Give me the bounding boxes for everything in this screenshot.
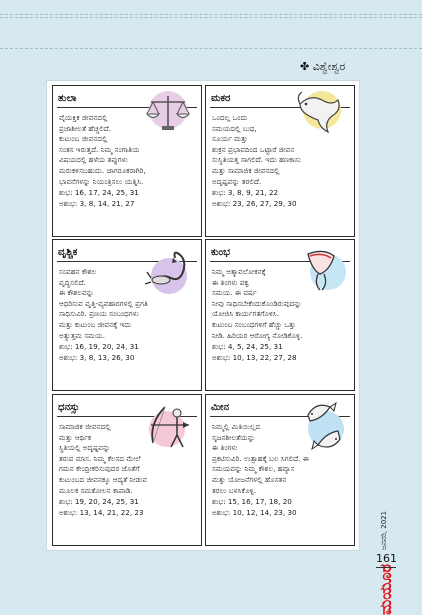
horoscope-grid	[46, 80, 360, 551]
text-line: ಮತ್ತು ಯೋಜನೆಗಳಲ್ಲಿ ಹೊಸತನ	[212, 474, 287, 484]
lucky-dates: ಶುಭ: 15, 16, 17, 18, 20	[212, 497, 292, 507]
sign-name: ಕುಂಭ	[211, 247, 230, 258]
page-number-rule	[376, 567, 396, 568]
text-line: ಸ್ಥಿತಿಯಲ್ಲಿ ಅದೃಷ್ಟವನ್ನು	[59, 443, 111, 453]
text-line: ವಿಷಯದಲ್ಲಿ ಹಳೆಯ ತಪ್ಪುಗಳು	[59, 155, 128, 165]
text-line: ನಿಮ್ಮ ಆತ್ಮಾವಲೋಕನಕ್ಕೆ	[212, 267, 266, 276]
text-line: ಯೋಜಿಸಿ ಕಾರ್ಯಗತಗೊಳಿಸಿ.	[212, 309, 280, 319]
text-line: ಅದೃಷ್ಟವನ್ನು ತರಲಿದೆ.	[212, 176, 262, 186]
text-line: ಸಮಯ. ಈ ವರ್ಷ	[212, 288, 257, 298]
card-text	[212, 422, 344, 518]
page-number: 161	[376, 552, 397, 565]
text-line: ಸೃಜನಶೀಲತೆಯನ್ನು	[212, 432, 255, 442]
card-text	[212, 113, 344, 209]
text-line: ಮತ್ತು ಆರ್ಥಿಕ	[59, 432, 92, 442]
sign-name: ಮಕರ	[211, 93, 231, 104]
text-line: ಸಮಯದಲ್ಲಿ ಬುಧ,	[212, 123, 257, 133]
text-line: ಮರುಕಳಿಸಬಹುದು. ಜಾಗರೂಕರಾಗಿರಿ,	[59, 165, 146, 175]
text-line: ತರುವ ಮಾಸ. ನಿಮ್ಮ ಕೆಲಸದ ಮೇಲೆ	[59, 453, 141, 463]
header-dashed-rule	[0, 48, 422, 49]
lucky-dates: ಶುಭ: 3, 8, 9, 21, 22	[212, 188, 279, 198]
unlucky-dates: ಅಶುಭ: 23, 26, 27, 29, 30	[212, 198, 297, 208]
sign-name: ಮೀನ	[211, 402, 229, 413]
text-line: ಶುಕ್ರನ ಪ್ರಭಾವದಿಂದ ಒಟ್ಟಾರೆ ಜೀವನ	[212, 144, 295, 154]
text-line: ಸಂತಸ ಇರುತ್ತದೆ. ನಿಮ್ಮ ಸಂಗಾತಿಯ	[59, 144, 140, 154]
unlucky-dates: ಅಶುಭ: 10, 13, 22, 27, 28	[212, 352, 297, 362]
text-line: ಸುಸ್ಥಿತಿಯತ್ತ ಸಾಗಲಿದೆ. ಇದು ಹಣಕಾಸು	[212, 155, 302, 165]
text-line: ಈ ತಿಂಗಳು ಪಕ್ವ	[212, 277, 250, 287]
text-line: ಮೂಲಕ ಸಮತೋಲನ ಕಾಪಾಡಿ.	[59, 485, 133, 495]
text-line: ಭಾವನೆಗಳನ್ನು ನಿಯಂತ್ರಿಸಲು ಯತ್ನಿಸಿ.	[59, 176, 144, 186]
magazine-title: ಮಯೂರ	[376, 563, 395, 615]
issue-date: ಜನವರಿ, 2021	[380, 510, 388, 550]
sign-name: ವೃಶ್ಚಿಕ	[58, 247, 78, 258]
sign-name: ಧನಸ್ಸು	[58, 402, 80, 413]
horoscope-card-pisces	[205, 394, 355, 546]
text-line: ವೃದ್ಧಿಸಲಿದೆ.	[59, 277, 86, 287]
card-text	[59, 113, 191, 209]
lucky-dates: ಶುಭ: 16, 17, 24, 25, 31	[59, 188, 139, 198]
text-line: ಅತ್ಯುತ್ತಮ ಸಮಯ.	[59, 330, 105, 340]
text-line: ಪ್ರಜಾಶೀಲತೆ ಹೆಚ್ಚಲಿದೆ.	[59, 123, 112, 133]
text-line: ಪ್ರಕಟಿಸುವಿರಿ. ಉತ್ಸಾಹಕ್ಕೆ ಬಲ ಸಿಗಲಿದೆ. ಈ	[212, 453, 309, 463]
lucky-dates: ಶುಭ: 4, 5, 24, 25, 31	[212, 342, 283, 352]
text-line: ಮತ್ತು ಕುಟುಂಬ ಜೀವನಕ್ಕೆ ಇದು	[59, 319, 132, 329]
text-line: ಸಾಮಾಜಿಕ ಜೀವನದಲ್ಲಿ	[59, 422, 111, 431]
card-text	[59, 267, 191, 363]
author-name: ✤ ವಿಶ್ವೇಶ್ವರ	[300, 60, 346, 73]
text-line: ಕುಟುಂಬದ ಜೀವನಕ್ಕೂ ಆದ್ಯತೆ ನೀಡುವ	[59, 474, 148, 484]
text-line: ಕುಟುಂಬ ಸಂಬಂಧಗಳಿಗೆ ಹೆಚ್ಚು ಒತ್ತು	[212, 319, 296, 329]
text-line: ವೈಯಕ್ತಿಕ ಜೀವನದಲ್ಲಿ	[59, 113, 108, 122]
horoscope-card-capricorn	[205, 85, 355, 237]
text-line: ನೀವು ಸಾಧಿಸಬೇಕೆಂದುಕೊಂಡಿರುವುದನ್ನು	[212, 298, 302, 308]
horoscope-card-libra	[52, 85, 202, 237]
sign-name: ತುಲಾ	[58, 93, 77, 104]
unlucky-dates: ಅಶುಭ: 13, 14, 21, 22, 23	[59, 507, 144, 517]
horoscope-card-scorpio	[52, 239, 202, 391]
top-dashed-rule-2	[0, 17, 422, 18]
text-line: ಸಂವಹನ ಕೌಶಲ	[59, 267, 97, 276]
text-line: ಈ ಕೌಶಲವನ್ನು	[59, 288, 94, 298]
horoscope-card-aquarius	[205, 239, 355, 391]
text-line: ಕುಟುಂಬ ಜೀವನದಲ್ಲಿ	[59, 134, 108, 144]
unlucky-dates: ಅಶುಭ: 3, 8, 14, 21, 27	[59, 198, 135, 208]
text-line: ನಿಮ್ಮಲ್ಲಿ ಮಿತಿಯಿಲ್ಲದ	[212, 422, 261, 431]
text-line: ಸಮಯವನ್ನು ನಿಮ್ಮ ಕೌಶಲ, ಹವ್ಯಾಸ	[212, 464, 295, 474]
text-line: ಒಂದಲ್ಲ ಒಂದು	[212, 113, 248, 122]
text-line: ಗಮನ ಕೇಂದ್ರೀಕರಿಸುವುದರ ಜೊತೆಗೆ	[59, 464, 140, 474]
text-line: ಮತ್ತು ಸಾಮಾಜಿಕ ಜೀವನದಲ್ಲಿ	[212, 165, 280, 175]
text-line: ಈ ತಿಂಗಳು	[212, 443, 238, 453]
text-line: ಆಧರಿಸುವ ವೃತ್ತಿ-ವ್ಯವಹಾರಗಳಲ್ಲಿ ಪ್ರಗತಿ	[59, 298, 148, 308]
lucky-dates: ಶುಭ: 16, 19, 20, 24, 31	[59, 342, 139, 352]
horoscope-card-sagittarius	[52, 394, 202, 546]
text-line: ನೀಡಿ. ಹಿರಿಯರ ಆರೋಗ್ಯ ನೋಡಿಕೊಳ್ಳಿ.	[212, 330, 303, 340]
card-text	[59, 422, 191, 518]
text-line: ತರಲು ಬಳಸಿಕೊಳ್ಳಿ.	[212, 485, 257, 495]
card-text	[212, 267, 344, 363]
text-line: ಸಾಧಿಸುವಿರಿ. ಪ್ರಣಯ ಸಂಬಂಧಗಳು	[59, 309, 139, 319]
unlucky-dates: ಅಶುಭ: 3, 8, 13, 26, 30	[59, 352, 135, 362]
top-dashed-rule	[0, 14, 422, 15]
lucky-dates: ಶುಭ: 19, 20, 24, 25, 31	[59, 497, 139, 507]
text-line: ಸೂರ್ಯ ಮತ್ತು	[212, 134, 248, 144]
unlucky-dates: ಅಶುಭ: 10, 12, 14, 23, 30	[212, 507, 297, 517]
